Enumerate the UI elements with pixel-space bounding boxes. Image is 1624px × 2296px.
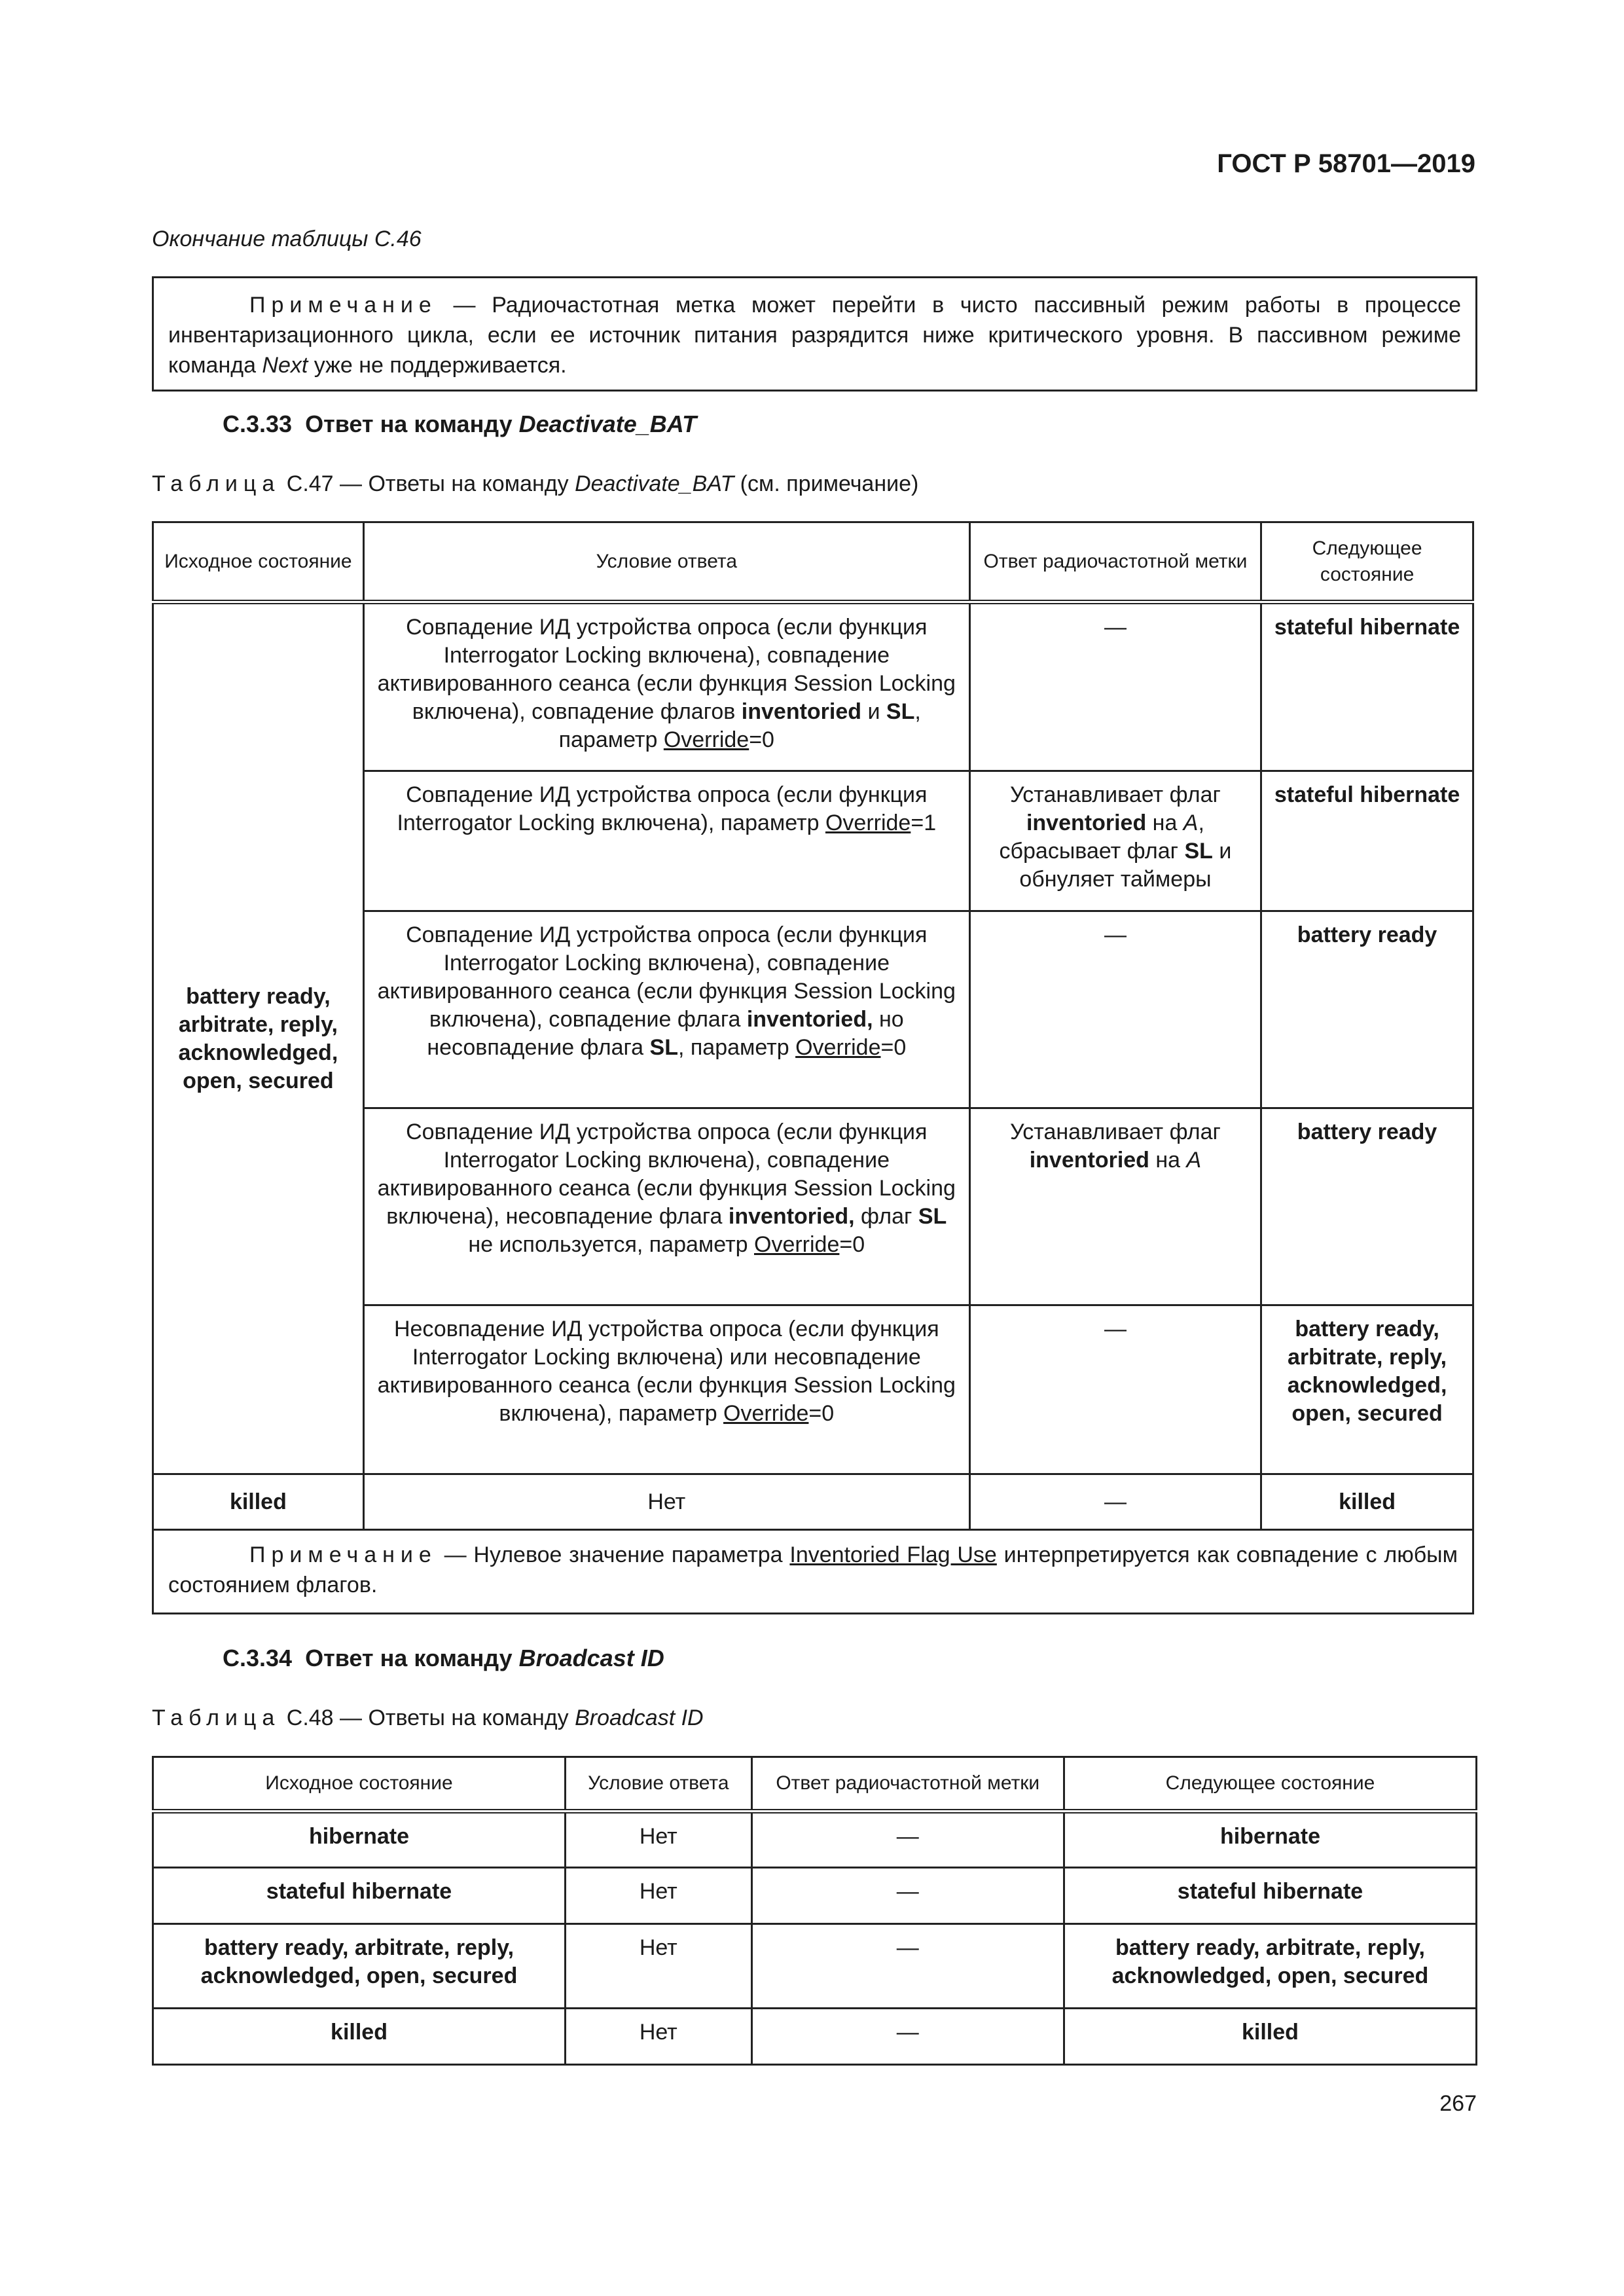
table-row-killed xyxy=(153,1474,1473,1530)
reply-cell: Устанавливает флаг inventoried на А xyxy=(969,1108,1261,1305)
state-cell: stateful hibernate xyxy=(153,1868,566,1924)
caption-number: С.48 — Ответы на команду xyxy=(286,1705,575,1730)
next-state-cell: battery ready xyxy=(1261,911,1473,1108)
reply-cell: — xyxy=(969,1305,1261,1474)
reply-cell: — xyxy=(751,2009,1064,2065)
table-row xyxy=(153,1812,1477,1868)
state-cell: hibernate xyxy=(153,1812,566,1868)
caption-label: Таблица xyxy=(152,471,281,496)
page-number: 267 xyxy=(1439,2091,1477,2116)
header-initial-state: Исходное состояние xyxy=(153,522,364,602)
reply-cell: — xyxy=(751,1868,1064,1924)
next-state-cell: battery ready, arbitrate, reply, acknowledged, open, secured xyxy=(1261,1305,1473,1474)
section-number: С.3.34 xyxy=(223,1645,293,1671)
table-note: Примечание — Нулевое значение параметра Inventoried Flag Use интерпретируется как совпадение с любым состоянием флагов. xyxy=(153,1530,1473,1614)
group-initial-state: battery ready, arbitrate, reply, acknowledged, open, secured xyxy=(153,602,364,1474)
next-state-cell: hibernate xyxy=(1064,1812,1476,1868)
note-text: — Радиочастотная метка может перейти в чисто пассивный режим работы в процессе инвентаризационного цикла, если ее источник питания разрядится ниже критического уровня. В пассивном режиме команда xyxy=(168,293,1462,378)
condition-cell: Совпадение ИД устройства опроса (если функция Interrogator Locking включена), параметр Override=1 xyxy=(363,771,969,911)
caption-command: Deactivate_BAT xyxy=(575,471,734,496)
header-next-state: Следующее состояние xyxy=(1064,1757,1476,1812)
section-text: Ответ на команду xyxy=(305,410,519,437)
killed-reply-cell: — xyxy=(969,1474,1261,1530)
section-command: Broadcast ID xyxy=(518,1645,664,1671)
section-text: Ответ на команду xyxy=(305,1645,519,1671)
condition-cell: Совпадение ИД устройства опроса (если функция Interrogator Locking включена), совпадение активированного сеанса (если функция Session Locking включена), совпадение флагов inventoried и SL, параметр Override=0 xyxy=(363,602,969,771)
state-cell: killed xyxy=(153,2009,566,2065)
header-reply: Ответ радиочастотной метки xyxy=(751,1757,1064,1812)
next-state-cell: stateful hibernate xyxy=(1261,602,1473,771)
table-caption-c48 xyxy=(152,1705,704,1731)
note-command: Next xyxy=(262,353,308,378)
condition-cell: Нет xyxy=(566,1924,752,2009)
reply-cell: — xyxy=(751,1924,1064,2009)
table-note-row xyxy=(153,1530,1473,1614)
killed-condition-cell: Нет xyxy=(363,1474,969,1530)
table-row xyxy=(153,602,1473,771)
condition-cell: Несовпадение ИД устройства опроса (если функция Interrogator Locking включена) или несовпадение активированного сеанса (если функция Session Locking включена), параметр Override=0 xyxy=(363,1305,969,1474)
standard-code: ГОСТ Р 58701—2019 xyxy=(1217,149,1475,178)
reply-cell: — xyxy=(969,602,1261,771)
next-state-cell: stateful hibernate xyxy=(1261,771,1473,911)
section-title-c333 xyxy=(223,410,696,438)
note-tail: уже не поддерживается. xyxy=(308,353,567,378)
note-label: Примечание xyxy=(249,293,437,318)
top-note xyxy=(152,276,1477,392)
table-row xyxy=(153,1924,1477,2009)
section-command: Deactivate_BAT xyxy=(518,410,697,437)
state-cell: battery ready, arbitrate, reply, acknowledged, open, secured xyxy=(153,1924,566,2009)
reply-cell: — xyxy=(969,911,1261,1108)
killed-next-state-cell: killed xyxy=(1261,1474,1473,1530)
reply-cell: Устанавливает флаг inventoried на А, сбрасывает флаг SL и обнуляет таймеры xyxy=(969,771,1261,911)
header-condition: Условие ответа xyxy=(566,1757,752,1812)
reply-cell: — xyxy=(751,1812,1064,1868)
caption-number: С.47 — Ответы на команду xyxy=(286,471,575,496)
header-reply: Ответ радиочастотной метки xyxy=(969,522,1261,602)
continuation-title: Окончание таблицы С.46 xyxy=(152,227,422,251)
header-initial-state: Исходное состояние xyxy=(153,1757,566,1812)
table-row xyxy=(153,2009,1477,2065)
condition-cell: Нет xyxy=(566,1812,752,1868)
table-header-row xyxy=(153,1757,1477,1812)
condition-cell: Совпадение ИД устройства опроса (если функция Interrogator Locking включена), совпадение активированного сеанса (если функция Session Locking включена), совпадение флага inventoried, но несовпадение флага SL, параметр Override=0 xyxy=(363,911,969,1108)
caption-tail: (см. примечание) xyxy=(734,471,919,496)
killed-state-cell: killed xyxy=(153,1474,364,1530)
next-state-cell: stateful hibernate xyxy=(1064,1868,1476,1924)
caption-command: Broadcast ID xyxy=(575,1705,704,1730)
section-title-c334 xyxy=(223,1645,664,1672)
table-c48 xyxy=(152,1756,1477,2066)
caption-label: Таблица xyxy=(152,1705,281,1730)
table-header-row xyxy=(153,522,1473,602)
table-caption-c47 xyxy=(152,471,918,497)
header-next-state: Следующее состояние xyxy=(1261,522,1473,602)
condition-cell: Совпадение ИД устройства опроса (если функция Interrogator Locking включена), совпадение активированного сеанса (если функция Session Locking включена), несовпадение флага inventoried, флаг SL не используется, параметр Override=0 xyxy=(363,1108,969,1305)
condition-cell: Нет xyxy=(566,1868,752,1924)
next-state-cell: battery ready, arbitrate, reply, acknowledged, open, secured xyxy=(1064,1924,1476,2009)
next-state-cell: killed xyxy=(1064,2009,1476,2065)
section-number: С.3.33 xyxy=(223,410,293,437)
next-state-cell: battery ready xyxy=(1261,1108,1473,1305)
condition-cell: Нет xyxy=(566,2009,752,2065)
table-c47 xyxy=(152,521,1474,1614)
header-condition: Условие ответа xyxy=(363,522,969,602)
table-row xyxy=(153,1868,1477,1924)
